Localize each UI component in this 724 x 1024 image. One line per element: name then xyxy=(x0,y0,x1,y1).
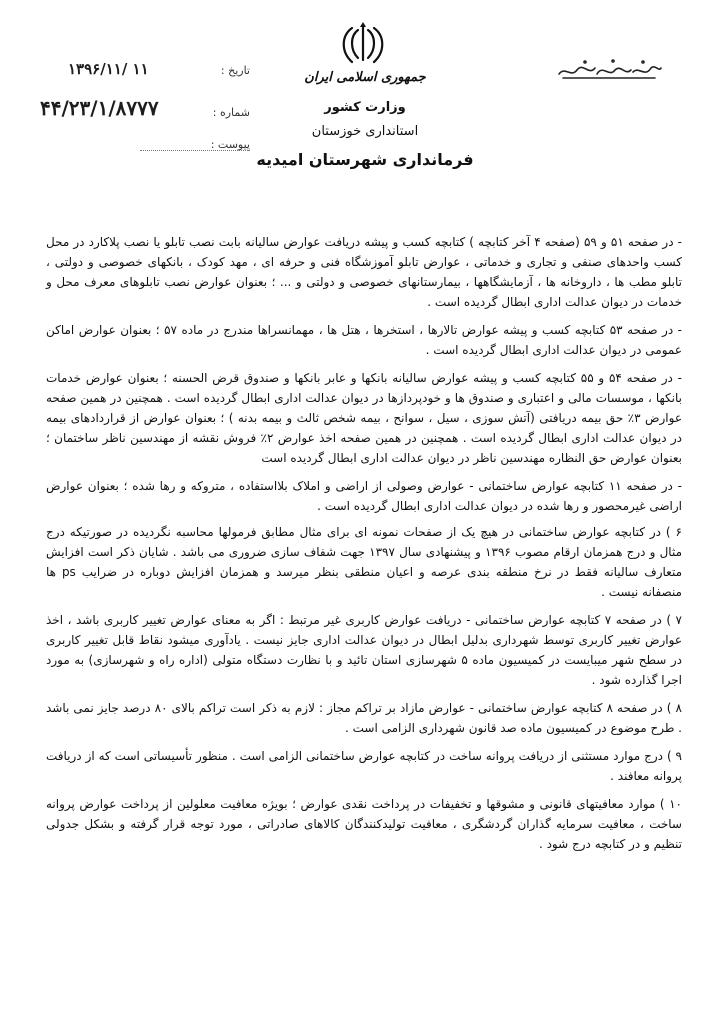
number-row xyxy=(40,96,290,128)
ministry-name: وزارت کشور xyxy=(324,100,406,115)
date-value: ۱۳۹۶/۱۱/ ۱۱ xyxy=(68,60,149,78)
paragraph-3: - در صفحه ۵۴ و ۵۵ کتابچه کسب و پیشه عوارض سالیانه بانکها و عابر بانکها و صندوق قرض الحسنه ؛ بعنوان عوارض خدمات بانکها ، موسسات مالی و اعتباری و صندوق ها و خودپردازها در دیوان عدالت اداری ابطال گردیده است . همچنین در همین صفحه عوارض ۳٪ حق بیمه دریافتی (آتش سوزی ، سیل ، سوانح ، بیمه شخص ثالث و بیمه بدنه ) ؛ بعنوان عوارض از قراردادهای بیمه در دیوان عدالت اداری ابطال گردیده است . همچنین در همین صفحه اخذ عوارض ۲٪ فروش نقشه از مهندسین ناظر ساختمان ؛ بعنوان عوارض حق النظاره مهندسین ناظر در دیوان عدالت اداری ابطال گردیده است xyxy=(46,371,683,465)
paragraph-6: ۷ ) در صفحه ۷ کتابچه عوارض ساختمانی - دریافت عوارض کاربری غیر مرتبط : اگر به معنای عوارض تغییر کاربری باشد ، اخذ عوارض تغییر کاربری توسط شهرداری بدلیل ابطال در دیوان عدالت اداری جایز نیست . یادآوری میشود نقاط قابل تغییر کاربری در سطح شهر میبایست در کمیسیون ماده ۵ شهرسازی استان تائید و با نظارت دستگاه متولی (اداره راه و شهرسازی) به مورد اجرا گذارده شود . xyxy=(46,613,683,687)
motto-calligraphy xyxy=(555,56,665,86)
governorate-name: فرمانداری شهرستان امیدیه xyxy=(256,150,474,169)
paragraph-5: ۶ ) در کتابچه عوارض ساختمانی در هیچ یک از صفحات نمونه ای برای مثال مطابق فرمولها محاسبه نگردیده در صورتیکه درج مثال و درج همزمان ارقام مصوب ۱۳۹۶ و پیشنهادی سال ۱۳۹۷ جهت شفاف سازی ضروری می باشد . شایان ذکر است افزایش متعارف سالیانه فقط در نرخ منطقه بندی عرصه و اعیان منطقی بنظر میرسد و همزمان افزایش دوباره در ضرایب ps ها منصفانه نیست . xyxy=(46,525,683,599)
date-row xyxy=(40,60,290,86)
number-value: ۴۴/۲۳/۱/۸۷۷۷ xyxy=(40,96,159,120)
paragraph-7: ۸ ) در صفحه ۸ کتابچه عوارض ساختمانی - عوارض مازاد بر تراکم مجاز : لازم به ذکر است تراکم بالای ۸۰ درصد جایز نمی باشد . طرح موضوع در کمیسیون ماده صد قانون شهرداری الزامی است . xyxy=(46,701,682,735)
paragraph-4: - در صفحه ۱۱ کتابچه عوارض ساختمانی - عوارض وصولی از اراضی و املاک بلااستفاده ، متروکه و رها شده ؛ بعنوان عوارض اراضی غیرمحصور و رها شده در دیوان عدالت اداری ابطال گردیده است . xyxy=(46,479,682,513)
republic-name: جمهوری اسلامی ایران xyxy=(304,70,426,85)
paragraph-2: - در صفحه ۵۳ کتابچه کسب و پیشه عوارض تالارها ، استخرها ، هتل ها ، مهمانسراها مندرج در ماده ۵۷ ؛ بعنوان عوارض اماکن عمومی در دیوان عدالت اداری ابطال گردیده است . xyxy=(46,323,682,357)
attachment-line xyxy=(140,150,250,151)
date-label: تاریخ : xyxy=(220,64,250,77)
letter-body xyxy=(46,232,682,862)
number-label: شماره : xyxy=(212,106,250,119)
iran-emblem-icon xyxy=(338,20,388,68)
paragraph-8: ۹ ) درج موارد مستثنی از دریافت پروانه ساخت در کتابچه عوارض ساختمانی الزامی است . منظور تأسیساتی است که از دریافت پروانه معافند . xyxy=(46,749,682,783)
paragraph-1: - در صفحه ۵۱ و ۵۹ (صفحه ۴ آخر کتابچه ) کتابچه کسب و پیشه دریافت عوارض سالیانه بابت نصب تابلو یا نصب پلاکارد در محل کسب واحدهای صنفی و تجاری و خدماتی ، عوارض تابلو آموزشگاه فنی و حرفه ای ، مهد کودک ، بانکهای خصوصی و دولتی ، تابلو مطب ها ، داروخانه ها ، آزمایشگاهها ، بیمارستانهای خصوصی و دولتی و ... ؛ بعنوان عوارض نصب تابلوهای معرف محل و خدمات در دیوان عدالت اداری ابطال گردیده است . xyxy=(46,235,682,309)
province-name: استانداری خوزستان xyxy=(311,124,419,139)
attachment-row xyxy=(40,134,290,160)
paragraph-9: ۱۰ ) موارد معافیتهای قانونی و مشوقها و تخفیفات در پرداخت نقدی عوارض ؛ بویژه معافیت معلولین از پرداخت عوارض پروانه ساخت ، معافیت سرمایه گذاران گردشگری ، معافیت تولیدکنندگان کالاهای صادراتی ، مورد توجه قرار گرفته و بشکل جدولی تنظیم و در کتابچه درج شود . xyxy=(46,797,682,851)
attachment-label: پیوست : xyxy=(210,138,250,151)
